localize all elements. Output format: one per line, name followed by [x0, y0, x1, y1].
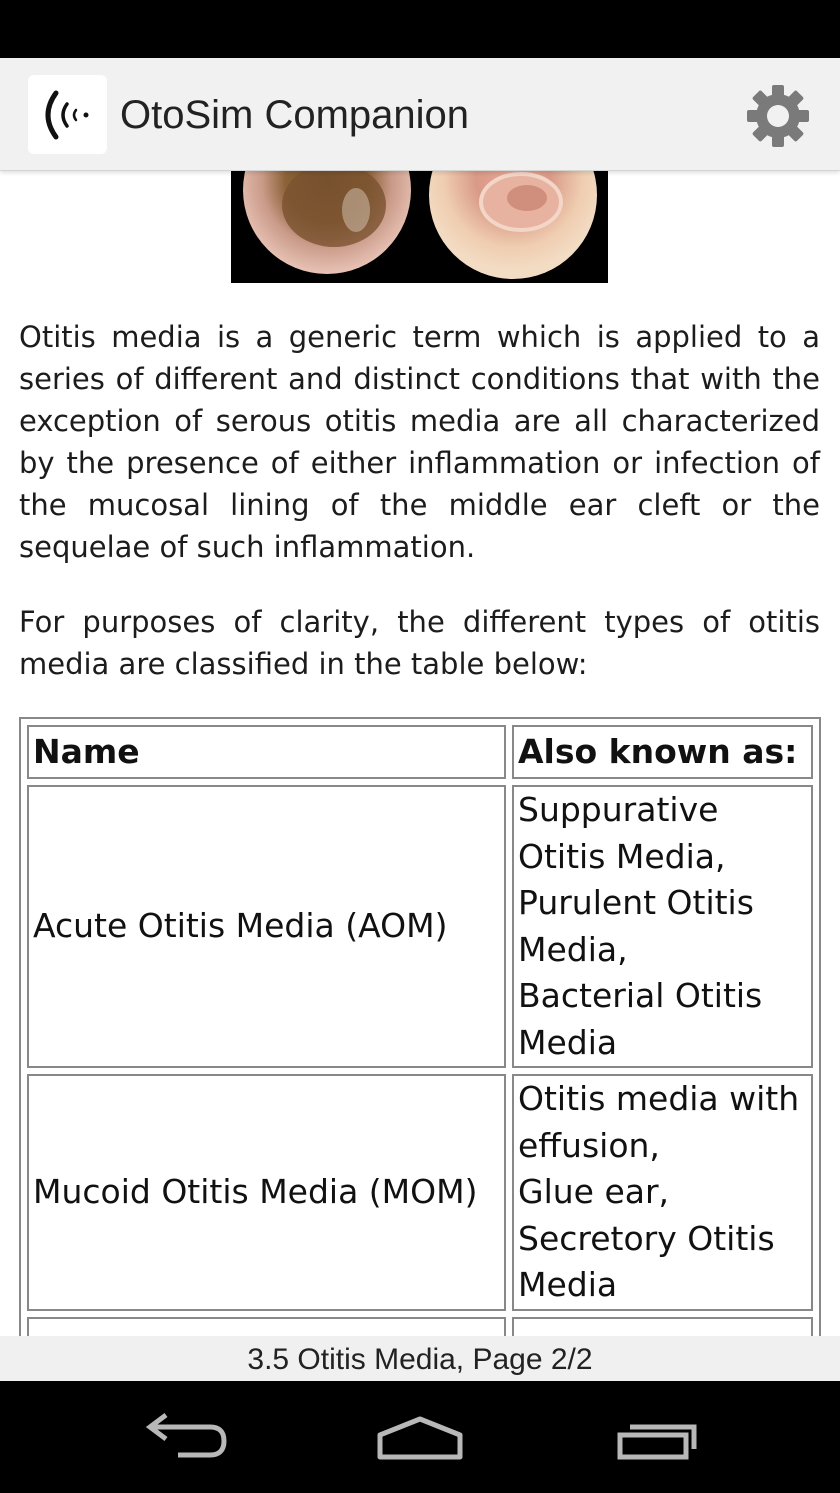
gear-icon	[744, 82, 812, 150]
action-bar	[0, 58, 840, 171]
navigation-bar	[0, 1381, 840, 1493]
aka-item: Bacterial Otitis Media	[518, 976, 763, 1062]
page-content[interactable]	[0, 170, 840, 1336]
table-row	[27, 1317, 813, 1337]
app-title: OtoSim Companion	[120, 93, 470, 137]
settings-button[interactable]	[744, 82, 812, 150]
aka-item: Secretory Otitis Media	[518, 1218, 775, 1304]
aka-item: Glue ear,	[518, 1172, 670, 1211]
back-button[interactable]	[140, 1401, 240, 1471]
table-row	[27, 1074, 813, 1311]
otosim-logo-icon[interactable]	[28, 75, 107, 154]
row-name: Acute Otitis Media (AOM)	[27, 785, 506, 1068]
row-also-known-as	[512, 1074, 813, 1311]
classification-table	[19, 717, 821, 1336]
row-also-known-as	[512, 785, 813, 1068]
row-name: Mucoid Otitis Media (MOM)	[27, 1074, 506, 1311]
aka-item: Suppurative Otitis Media,	[518, 790, 726, 876]
table-intro-paragraph: For purposes of clarity, the different types of otitis media are classified in the table below:	[19, 605, 820, 681]
aka-item: Purulent Otitis Media,	[518, 883, 754, 969]
recent-apps-icon	[610, 1401, 710, 1471]
table-header-row	[27, 725, 813, 779]
header-also-known-as: Also known as:	[512, 725, 813, 779]
recent-apps-button[interactable]	[610, 1401, 710, 1471]
otoscope-image	[231, 170, 608, 283]
home-icon	[370, 1401, 470, 1471]
status-bar	[0, 0, 840, 58]
aka-item: Otitis media with effusion,	[518, 1079, 800, 1165]
row-name	[27, 1317, 506, 1337]
page-indicator: 3.5 Otitis Media, Page 2/2	[0, 1336, 840, 1381]
back-arrow-icon	[140, 1401, 240, 1471]
header-name: Name	[27, 725, 506, 779]
row-also-known-as	[512, 1317, 813, 1337]
intro-paragraph: Otitis media is a generic term which is applied to a series of different and distinct conditions that with the exception of serous otitis media are all characterized by the presence of either inflammation or infection of the mucosal lining of the middle ear cleft or the sequelae of such inflammation.	[19, 320, 820, 564]
table-row	[27, 785, 813, 1068]
home-button[interactable]	[370, 1401, 470, 1471]
